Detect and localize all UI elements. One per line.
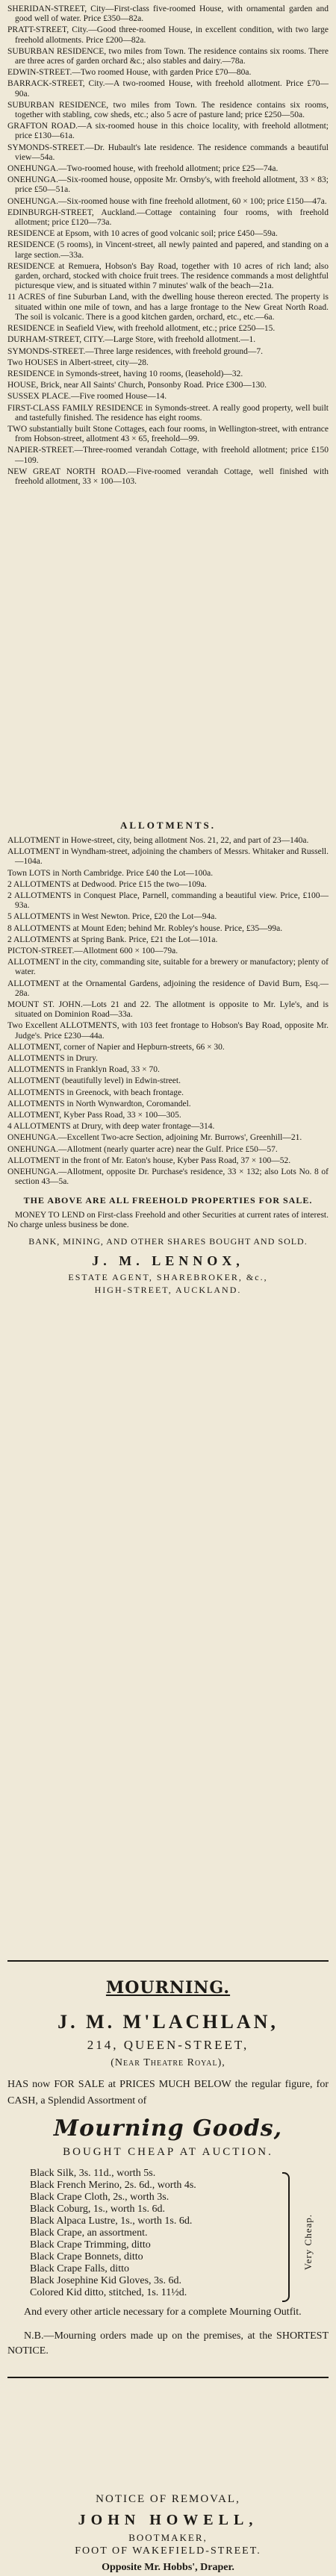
price-item: Black Crape Bonnets, ditto (30, 2251, 143, 2262)
allotment-listing: 2 ALLOTMENTS at Spring Bank. Price, £21 the Lot—101a. (7, 935, 218, 944)
allotment-listing: ALLOTMENT (beautifully level) in Edwin-street. (7, 1076, 181, 1086)
property-listing: GRAFTON ROAD.—A six-roomed house in this choice locality, with freehold allotment; price £130—61a. (7, 122, 329, 141)
property-listing: DURHAM-STREET, CITY.—Large Store, with freehold allotment.—1. (7, 335, 256, 345)
very-cheap-label: Very Cheap. (302, 2214, 314, 2271)
agent-title: ESTATE AGENT, SHAREBROKER, &c., (68, 1271, 268, 1282)
mclachlan-body: HAS now FOR SALE at PRICES MUCH BELOW the regular figure, for CASH, a Splendid Assortment of (7, 2079, 329, 2106)
mourning-advert (7, 1954, 329, 2384)
bank-line: BANK, MINING, AND OTHER SHARES BOUGHT AND SOLD. (28, 1235, 308, 1247)
allotment-listings (7, 836, 329, 1188)
price-item: Black Crape Falls, ditto (30, 2263, 129, 2274)
allotment-listing: PICTON-STREET.—Allotment 600 × 100—79a. (7, 946, 178, 956)
allotment-listing: 2 ALLOTMENTS in Conquest Place, Parnell, commanding a beautiful view. Price, £100—93a. (7, 891, 329, 911)
property-listing: HOUSE, Brick, near All Saints' Church, Ponsonby Road. Price £300—130. (7, 381, 267, 390)
property-listing: SYMONDS-STREET.—Dr. Hubault's late residence. The residence commands a beautiful view—54a. (7, 143, 329, 162)
removal-heading: NOTICE OF REMOVAL, (96, 2493, 240, 2505)
allotment-listing: MOUNT ST. JOHN.—Lots 21 and 22. The allotment is opposite to Mr. Lyle's, and is situated on Dominion Road—33a. (7, 1000, 329, 1020)
property-listing: EDWIN-STREET.—Two roomed House, with garden Price £70—80a. (7, 68, 252, 78)
price-items (30, 2168, 284, 2299)
price-item: Black Crape Trimming, ditto (30, 2239, 151, 2251)
howell-name: JOHN HOWELL, (78, 2512, 258, 2528)
allotment-listing: 5 ALLOTMENTS in West Newton. Price, £20 the Lot—94a. (7, 912, 217, 922)
allotment-listing: 4 ALLOTMENTS at Drury, with deep water frontage—314. (7, 1122, 215, 1132)
allotment-listing: ALLOTMENT in Wyndham-street, adjoining the chambers of Messrs. Whitaker and Russell.—104a. (7, 847, 329, 867)
property-listing: RESIDENCE at Epsom, with 10 acres of good volcanic soil; price £450—59a. (7, 229, 278, 239)
property-listing: ONEHUNGA.—Six-roomed house, opposite Mr. Ornsby's, with freehold allotment, 33 × 83; price £50—51a. (7, 175, 329, 195)
property-listing: SUBURBAN RESIDENCE, two miles from Town. The residence contains six rooms, together with stabling, cow sheds, etc.; also 5 acre of pasture land; price £250—50a. (7, 100, 329, 120)
property-listing: RESIDENCE (5 rooms), in Vincent-street, all newly painted and papered, and standing on a large section.—33a. (7, 240, 329, 260)
agent-address: HIGH-STREET, AUCKLAND. (94, 1284, 242, 1295)
howell-opposite: Opposite Mr. Hobbs', Draper. (102, 2562, 234, 2573)
price-item: Black Josephine Kid Gloves, 3s. 6d. (30, 2275, 181, 2286)
allotment-listing: Town LOTS in North Cambridge. Price £40 the Lot—100a. (7, 868, 214, 878)
allotment-listing: ALLOTMENT, corner of Napier and Hepburn-streets, 66 × 30. (7, 1042, 225, 1052)
allotment-listing: ALLOTMENT, Kyber Pass Road, 33 × 100—305. (7, 1111, 181, 1120)
property-listing: SYMONDS-STREET.—Three large residences, with freehold ground—7. (7, 346, 263, 356)
property-listing: EDINBURGH-STREET, Auckland.—Cottage containing four rooms, with freehold allotment; price £120—73a. (7, 208, 329, 228)
price-item: Black Silk, 3s. 11d., worth 5s. (30, 2168, 156, 2179)
property-listing: FIRST-CLASS FAMILY RESIDENCE in Symonds-street. A really good property, well built and tastefully finished. The residence has eight rooms. (7, 403, 329, 422)
allotment-listing: ONEHUNGA.—Excellent Two-acre Section, adjoining Mr. Burrows', Greenhill—21. (7, 1133, 302, 1143)
mclachlan-near: (Near Theatre Royal), (111, 2057, 225, 2068)
allotment-listing: ALLOTMENTS in Franklyn Road, 33 × 70. (7, 1065, 160, 1075)
mclachlan-nb: N.B.—Mourning orders made up on the premises, at the SHORTEST NOTICE. (7, 2330, 329, 2357)
divider (7, 1960, 329, 1962)
price-item: Black Crape, an assortment. (30, 2227, 148, 2239)
property-listing: RESIDENCE in Symonds-street, having 10 rooms, (leasehold)—32. (7, 369, 243, 378)
mourning-heading: MOURNING. (105, 1978, 231, 1998)
price-list (7, 2168, 329, 2299)
bought-cheap: BOUGHT CHEAP AT AUCTION. (63, 2146, 273, 2158)
price-brace (282, 2172, 290, 2302)
property-listing: NEW GREAT NORTH ROAD.—Five-roomed verandah Cottage, well finished with freehold allotment, 33 × 100—103. (7, 467, 329, 486)
mclachlan-address: 214, QUEEN-STREET, (87, 2038, 249, 2052)
allotment-listing: ONEHUNGA.—Allotment, opposite Dr. Purchase's residence, 33 × 132; also Lots No. 8 of section 43—5a. (7, 1167, 329, 1187)
divider (7, 2377, 329, 2378)
money-to-lend: MONEY TO LEND on First-class Freehold and other Securities at current rates of interest. No charge unless business be done. (7, 1210, 329, 1229)
price-item: Black Crape Cloth, 2s., worth 3s. (30, 2192, 169, 2203)
property-listing: RESIDENCE at Remuera, Hobson's Bay Road, together with 10 acres of rich land; also garden, orchard, stocked with choice fruit trees. The residence commands a most delightful picturesque view, and is situated within 7 minutes' walk of the beach—21a. (7, 261, 329, 291)
allotments-heading: ALLOTMENTS. (120, 820, 216, 831)
property-listings (7, 4, 329, 488)
property-listing: SUBURBAN RESIDENCE, two miles from Town. The residence contains six rooms. There are three acres of garden orchard &c.; also stables and dairy.—78a. (7, 46, 329, 66)
property-listing: SHERIDAN-STREET, City—First-class five-roomed House, with ornamental garden and good well of water. Price £350—82a. (7, 4, 329, 24)
howell-foot: FOOT OF WAKEFIELD-STREET. (75, 2545, 261, 2557)
property-listing: SUSSEX PLACE.—Five roomed House—14. (7, 392, 167, 402)
property-listing: PRATT-STREET, City.—Good three-roomed House, in excellent condition, with two large freehold allotments. Price £200—82a. (7, 25, 329, 45)
price-item: Black French Merino, 2s. 6d., worth 4s. (30, 2180, 196, 2191)
property-listing: ONEHUNGA.—Two-roomed house, with freehold allotment; price £25—74a. (7, 164, 279, 174)
allotment-listing: 8 ALLOTMENTS at Mount Eden; behind Mr. Robley's house. Price, £35—99a. (7, 923, 283, 933)
price-item: Black Alpaca Lustre, 1s., worth 1s. 6d. (30, 2215, 193, 2227)
allotment-listing: ALLOTMENT in Howe-street, city, being allotment Nos. 21, 22, and part of 23—140a. (7, 836, 309, 845)
freehold-note: THE ABOVE ARE ALL FREEHOLD PROPERTIES FOR SALE. (23, 1194, 313, 1206)
mclachlan-name: J. M. M'LACHLAN, (57, 2011, 279, 2033)
allotment-listing: ALLOTMENTS in North Wynwardton, Coromandel. (7, 1099, 191, 1108)
allotment-listing: ONEHUNGA.—Allotment (nearly quarter acre) near the Gulf. Price £50—57. (7, 1144, 278, 1154)
property-listing: Two HOUSES in Albert-street, city—28. (7, 358, 149, 367)
mourning-goods-title: Mourning Goods, (53, 2115, 283, 2142)
price-item: Black Coburg, 1s., worth 1s. 6d. (30, 2204, 165, 2215)
removal-notice (7, 2486, 329, 2574)
property-listing: ONEHUNGA.—Six-roomed house with fine freehold allotment, 60 × 100; price £150—47a. (7, 196, 327, 206)
allotments-section (7, 814, 329, 1296)
allotment-listing: ALLOTMENTS in Drury. (7, 1054, 98, 1064)
allotment-listing: ALLOTMENT in the front of Mr. Eaton's house, Kyber Pass Road, 37 × 100—52. (7, 1156, 291, 1165)
allotment-listing: ALLOTMENTS in Greenock, with beach frontage. (7, 1088, 184, 1097)
howell-trade: BOOTMAKER, (128, 2532, 208, 2543)
agent-name: J. M. LENNOX, (92, 1253, 244, 1268)
property-listing: 11 ACRES of fine Suburban Land, with the dwelling house thereon erected. The property is situated within one mile of town, and has a large frontage to the New Great North Road. The soil is volcanic. There is a good kitchen garden, orchard, etc., etc.—6a. (7, 293, 329, 322)
property-listing: TWO substantially built Stone Cottages, each four rooms, in Wellington-street, with entrance from Hobson-street, allotment 43 × 65, freehold—99. (7, 424, 329, 444)
mclachlan-also: And every other article necessary for a complete Mourning Outfit. (24, 2307, 302, 2318)
allotment-listing: ALLOTMENT at the Ornamental Gardens, adjoining the residence of David Burn, Esq.—28a. (7, 979, 329, 998)
price-item: Colored Kid ditto, stitched, 1s. 11½d. (30, 2287, 187, 2298)
allotment-listing: ALLOTMENT in the city, commanding site, suitable for a brewery or manufactory; plenty of water. (7, 958, 329, 977)
property-listing: BARRACK-STREET, City.—A two-roomed House, with freehold allotment. Price £70—90a. (7, 79, 329, 99)
property-listing: NAPIER-STREET.—Three-roomed verandah Cottage, with freehold allotment; price £150—109. (7, 446, 329, 465)
allotment-listing: 2 ALLOTMENTS at Dedwood. Price £15 the two—109a. (7, 879, 207, 889)
allotment-listing: Two Excellent ALLOTMENTS, with 103 feet frontage to Hobson's Bay Road, opposite Mr. Judge's. Price £230—44a. (7, 1021, 329, 1041)
property-listing: RESIDENCE in Seafield View, with freehold allotment, etc.; price £250—15. (7, 324, 276, 334)
